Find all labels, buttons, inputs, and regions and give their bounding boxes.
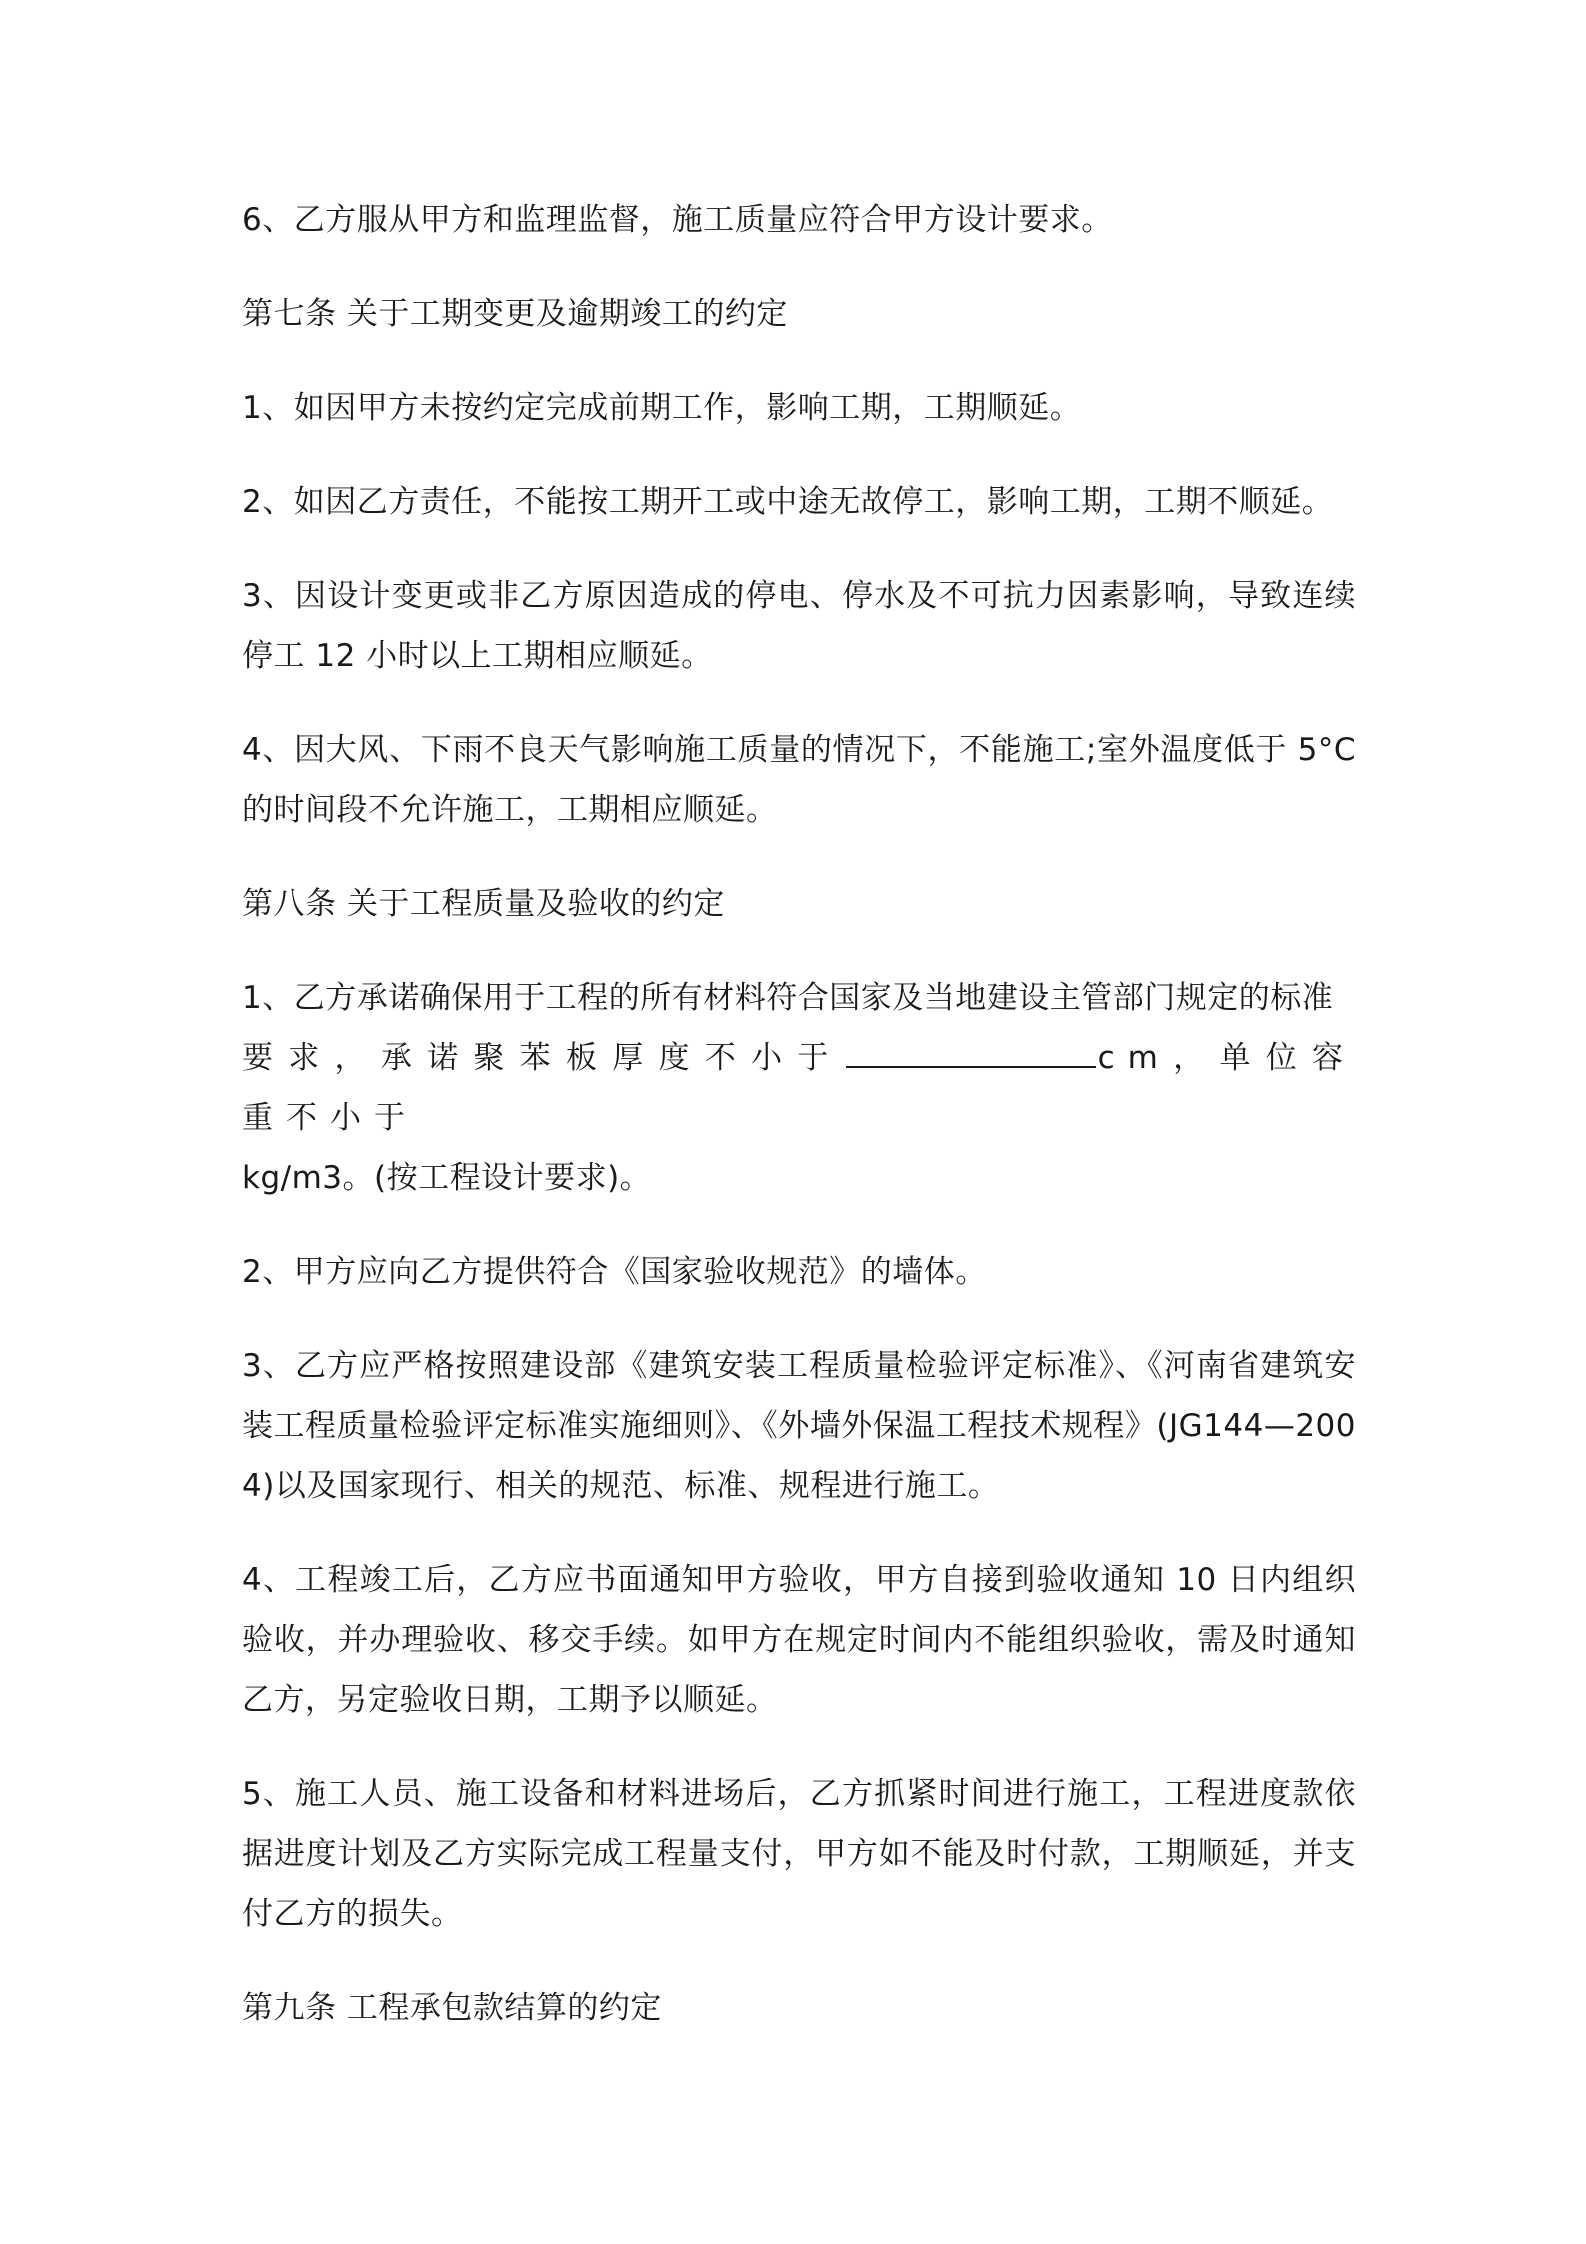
clause-7-3: 3、因设计变更或非乙方原因造成的停电、停水及不可抗力因素影响，导致连续停工 12 小时以上工期相应顺延。 [242,578,1356,674]
article-8-heading: 第八条 关于工程质量及验收的约定 [242,886,725,922]
clause-8-1 [242,968,1356,1208]
clause-8-5: 5、施工人员、施工设备和材料进场后，乙方抓紧时间进行施工，工程进度款依据进度计划及乙方实际完成工程量支付，甲方如不能及时付款，工期顺延，并支付乙方的损失。 [242,1776,1356,1932]
clause-8-1-line-1: 1、乙方承诺确保用于工程的所有材料符合国家及当地建设主管部门规定的标准 [242,980,1334,1016]
clause-8-1-text-after-blank: cm，单位容重不小于 [242,1040,1356,1136]
article-7-heading: 第七条 关于工期变更及逾期竣工的约定 [242,296,788,332]
clause-7-1: 1、如因甲方未按约定完成前期工作，影响工期，工期顺延。 [242,390,1082,426]
article-9-heading: 第九条 工程承包款结算的约定 [242,1990,662,2026]
clause-7-2: 2、如因乙方责任，不能按工期开工或中途无故停工，影响工期，工期不顺延。 [242,484,1334,520]
document-body [242,190,1356,2072]
clause-8-1-text-before-blank: 要求，承诺聚苯板厚度不小于 [242,1040,844,1076]
clause-8-2: 2、甲方应向乙方提供符合《国家验收规范》的墙体。 [242,1254,987,1290]
thickness-blank-line [846,1036,1096,1068]
clause-8-1-line-3: kg/m3。(按工程设计要求)。 [242,1160,652,1196]
clause-8-3: 3、乙方应严格按照建设部《建筑安装工程质量检验评定标准》、《河南省建筑安装工程质量检验评定标准实施细则》、《外墙外保温工程技术规程》(JG144—2004)以及国家现行、相关的规范、标准、规程进行施工。 [242,1348,1356,1504]
clause-8-4: 4、工程竣工后，乙方应书面通知甲方验收，甲方自接到验收通知 10 日内组织验收，并办理验收、移交手续。如甲方在规定时间内不能组织验收，需及时通知乙方，另定验收日期，工期予以顺延。 [242,1562,1356,1718]
clause-8-1-line-2 [242,1028,1356,1148]
clause-6-supervision: 6、乙方服从甲方和监理监督，施工质量应符合甲方设计要求。 [242,202,1113,238]
clause-7-4: 4、因大风、下雨不良天气影响施工质量的情况下，不能施工;室外温度低于 5°C 的时间段不允许施工，工期相应顺延。 [242,732,1356,828]
